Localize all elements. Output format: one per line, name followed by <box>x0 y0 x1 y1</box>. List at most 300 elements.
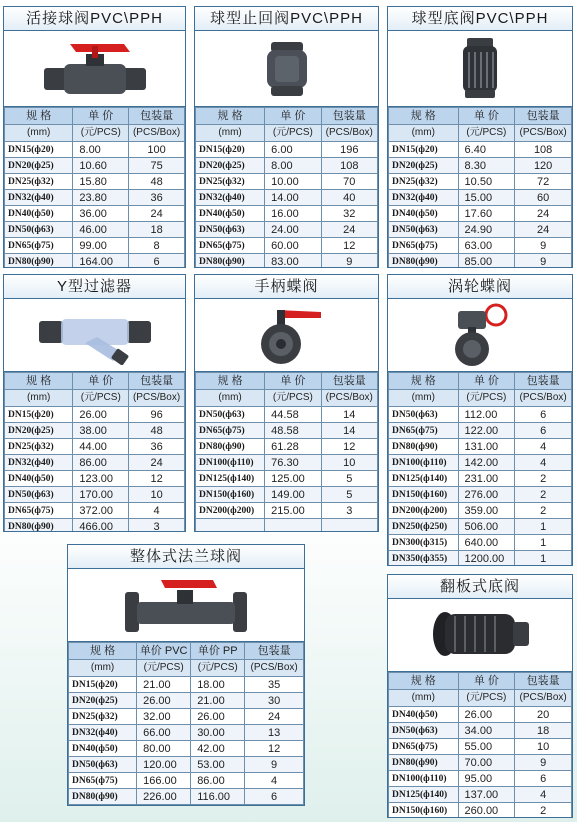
spec-cell: DN40(ф50) <box>389 206 459 222</box>
column-header: (mm) <box>389 390 459 407</box>
column-header: 包装量 <box>515 108 572 125</box>
pack-qty-cell: 4 <box>515 455 572 471</box>
spec-cell: DN20(ф25) <box>389 158 459 174</box>
product-photo <box>388 599 572 672</box>
column-header: 单 价 <box>458 108 515 125</box>
spec-cell: DN40(ф50) <box>5 206 73 222</box>
table-row <box>389 803 572 819</box>
section-title: 活接球阀PVC\PPH <box>4 7 185 31</box>
pack-qty-cell <box>321 519 377 533</box>
spec-cell: DN300(ф315) <box>389 535 459 551</box>
price-table <box>388 372 572 566</box>
product-photo <box>195 299 378 372</box>
pack-qty-cell: 9 <box>245 757 304 773</box>
spec-cell: DN25(ф32) <box>5 174 73 190</box>
pack-qty-cell: 35 <box>245 677 304 693</box>
price-cell: 120.00 <box>137 757 191 773</box>
pack-qty-cell: 6 <box>515 423 572 439</box>
table-row <box>389 222 572 238</box>
price-cell <box>137 805 191 807</box>
price-cell: 359.00 <box>458 503 515 519</box>
section-ball-foot-valve <box>387 6 573 268</box>
column-header: (元/PCS) <box>458 125 515 142</box>
section-title: 翻板式底阀 <box>388 575 572 599</box>
column-header: 包装量 <box>515 373 572 390</box>
spec-cell: DN125(ф140) <box>196 471 265 487</box>
ball-check-valve-image <box>257 38 317 100</box>
table-row <box>196 503 378 519</box>
table-row <box>5 222 185 238</box>
section-title: 涡轮蝶阀 <box>388 275 572 299</box>
spec-cell: DN80(ф90) <box>5 254 73 269</box>
flap-foot-valve-image <box>425 604 535 666</box>
table-row <box>196 222 378 238</box>
product-photo <box>4 299 185 372</box>
column-header: 单 价 <box>458 673 515 690</box>
y-strainer-image <box>35 305 155 365</box>
table-row <box>389 787 572 803</box>
spec-cell <box>196 519 265 533</box>
spec-cell: DN100(ф110) <box>196 455 265 471</box>
spec-cell: DN50(ф63) <box>389 723 459 739</box>
spec-cell: DN25(ф32) <box>5 439 73 455</box>
spec-cell: DN80(ф90) <box>196 439 265 455</box>
price-cell: 80.00 <box>137 741 191 757</box>
column-header: (mm) <box>389 125 459 142</box>
spec-cell: DN20(ф25) <box>69 693 137 709</box>
section-handle-butterfly-valve <box>194 274 379 532</box>
pack-qty-cell: 32 <box>321 206 377 222</box>
pack-qty-cell: 24 <box>129 206 185 222</box>
spec-cell: DN65(ф75) <box>69 773 137 789</box>
price-cell: 21.00 <box>137 677 191 693</box>
spec-cell: DN50(ф63) <box>5 487 73 503</box>
pack-qty-cell: 1 <box>515 551 572 567</box>
unit-row <box>389 390 572 407</box>
price-cell: 137.00 <box>458 787 515 803</box>
table-row <box>196 190 378 206</box>
table-row <box>196 254 378 269</box>
pack-qty-cell: 36 <box>129 190 185 206</box>
price-cell: 112.00 <box>458 407 515 423</box>
table-row <box>69 725 304 741</box>
price-cell <box>191 805 245 807</box>
spec-cell: DN350(ф355) <box>389 551 459 567</box>
pack-qty-cell: 2 <box>515 803 572 819</box>
table-row <box>69 789 304 805</box>
price-cell: 30.00 <box>191 725 245 741</box>
section-title: 球型底阀PVC\PPH <box>388 7 572 31</box>
table-row <box>69 757 304 773</box>
table-row <box>389 755 572 771</box>
column-header: 规 格 <box>196 108 265 125</box>
column-header: (PCS/Box) <box>129 390 185 407</box>
spec-cell: DN15(ф20) <box>389 142 459 158</box>
price-cell: 6.40 <box>458 142 515 158</box>
price-cell: 372.00 <box>73 503 129 519</box>
pack-qty-cell: 5 <box>321 487 377 503</box>
pack-qty-cell: 48 <box>129 423 185 439</box>
pack-qty-cell: 12 <box>129 471 185 487</box>
column-header: (mm) <box>5 125 73 142</box>
column-header: 包装量 <box>515 673 572 690</box>
price-cell: 10.60 <box>73 158 129 174</box>
price-cell: 166.00 <box>137 773 191 789</box>
price-cell: 260.00 <box>458 803 515 819</box>
pack-qty-cell: 96 <box>129 407 185 423</box>
table-row <box>5 455 185 471</box>
pack-qty-cell: 4 <box>245 773 304 789</box>
price-table <box>195 372 378 532</box>
price-cell: 26.00 <box>137 693 191 709</box>
price-cell: 36.00 <box>73 206 129 222</box>
spec-cell: DN32(ф40) <box>69 725 137 741</box>
column-header: (mm) <box>196 125 265 142</box>
spec-cell: DN150(ф160) <box>389 803 459 819</box>
spec-cell: DN50(ф63) <box>389 407 459 423</box>
table-row <box>389 206 572 222</box>
table-row <box>196 407 378 423</box>
table-row <box>5 190 185 206</box>
price-cell <box>265 519 321 533</box>
price-cell: 34.00 <box>458 723 515 739</box>
price-cell: 44.00 <box>73 439 129 455</box>
spec-cell: DN25(ф32) <box>69 709 137 725</box>
column-header: 规 格 <box>5 108 73 125</box>
product-photo <box>68 569 304 642</box>
column-header: 规 格 <box>196 373 265 390</box>
worm-gear-butterfly-valve-image <box>440 303 520 367</box>
table-row <box>196 519 378 533</box>
price-cell: 123.00 <box>73 471 129 487</box>
section-ball-check-valve <box>194 6 379 268</box>
price-cell: 26.00 <box>191 709 245 725</box>
column-header: 单价 PP <box>191 643 245 660</box>
pack-qty-cell: 3 <box>321 503 377 519</box>
spec-cell: DN40(ф50) <box>389 707 459 723</box>
pack-qty-cell: 120 <box>515 158 572 174</box>
price-cell: 70.00 <box>458 755 515 771</box>
pack-qty-cell: 72 <box>515 174 572 190</box>
spec-cell: DN200(ф200) <box>389 503 459 519</box>
table-row <box>5 206 185 222</box>
price-cell: 640.00 <box>458 535 515 551</box>
pack-qty-cell: 14 <box>321 423 377 439</box>
unit-row <box>5 390 185 407</box>
pack-qty-cell: 1 <box>515 535 572 551</box>
price-cell: 8.30 <box>458 158 515 174</box>
price-cell: 142.00 <box>458 455 515 471</box>
spec-cell: DN65(ф75) <box>389 423 459 439</box>
price-cell: 164.00 <box>73 254 129 269</box>
column-header: (PCS/Box) <box>515 390 572 407</box>
spec-cell: DN100(ф110) <box>389 455 459 471</box>
pack-qty-cell: 4 <box>129 503 185 519</box>
pack-qty-cell: 75 <box>129 158 185 174</box>
spec-cell: DN65(ф75) <box>196 238 265 254</box>
pack-qty-cell: 6 <box>515 407 572 423</box>
table-row <box>389 707 572 723</box>
table-row <box>196 158 378 174</box>
spec-cell: DN20(ф25) <box>5 158 73 174</box>
unit-row <box>5 125 185 142</box>
pack-qty-cell: 9 <box>515 238 572 254</box>
pack-qty-cell: 60 <box>515 190 572 206</box>
column-header: (mm) <box>389 690 459 707</box>
price-table <box>195 107 378 268</box>
section-true-union-ball-valve <box>3 6 186 268</box>
price-cell: 10.50 <box>458 174 515 190</box>
spec-cell: DN50(ф63) <box>196 407 265 423</box>
product-photo <box>388 31 572 107</box>
pack-qty-cell: 108 <box>321 158 377 174</box>
price-cell: 276.00 <box>458 487 515 503</box>
spec-cell: DN40(ф50) <box>196 206 265 222</box>
pack-qty-cell: 5 <box>321 471 377 487</box>
spec-cell: DN250(ф250) <box>389 519 459 535</box>
price-cell: 170.00 <box>73 487 129 503</box>
column-header: 单 价 <box>458 373 515 390</box>
unit-row <box>389 125 572 142</box>
table-row <box>5 439 185 455</box>
table-row <box>389 519 572 535</box>
table-row <box>389 158 572 174</box>
column-header: (元/PCS) <box>73 390 129 407</box>
header-row <box>5 373 185 390</box>
price-cell: 38.00 <box>73 423 129 439</box>
pack-qty-cell: 13 <box>245 725 304 741</box>
price-cell: 66.00 <box>137 725 191 741</box>
table-row <box>5 519 185 533</box>
pack-qty-cell: 70 <box>321 174 377 190</box>
pack-qty-cell: 12 <box>245 741 304 757</box>
table-row <box>196 238 378 254</box>
price-cell: 53.00 <box>191 757 245 773</box>
column-header: (mm) <box>5 390 73 407</box>
table-row <box>389 771 572 787</box>
price-cell: 85.00 <box>458 254 515 269</box>
spec-cell: DN65(ф75) <box>389 238 459 254</box>
section-title: 整体式法兰球阀 <box>68 545 304 569</box>
price-cell: 60.00 <box>265 238 321 254</box>
section-title: Y型过滤器 <box>4 275 185 299</box>
column-header: (PCS/Box) <box>321 125 377 142</box>
pack-qty-cell: 9 <box>515 254 572 269</box>
handle-butterfly-valve-image <box>247 304 327 366</box>
header-row <box>389 108 572 125</box>
section-title: 手柄蝶阀 <box>195 275 378 299</box>
price-cell: 1200.00 <box>458 551 515 567</box>
price-cell: 231.00 <box>458 471 515 487</box>
pack-qty-cell: 9 <box>515 755 572 771</box>
table-row <box>196 423 378 439</box>
table-row <box>389 535 572 551</box>
table-row <box>5 471 185 487</box>
column-header: 规 格 <box>5 373 73 390</box>
spec-cell: DN40(ф50) <box>69 741 137 757</box>
header-row <box>69 643 304 660</box>
section-title: 球型止回阀PVC\PPH <box>195 7 378 31</box>
pack-qty-cell: 20 <box>515 707 572 723</box>
spec-cell: DN15(ф20) <box>196 142 265 158</box>
spec-cell: DN200(ф200) <box>196 503 265 519</box>
price-cell: 44.58 <box>265 407 321 423</box>
pack-qty-cell: 24 <box>515 222 572 238</box>
spec-cell: DN100(ф110) <box>389 771 459 787</box>
column-header: (元/PCS) <box>265 390 321 407</box>
spec-cell: DN32(ф40) <box>5 455 73 471</box>
column-header: 单 价 <box>265 108 321 125</box>
pack-qty-cell: 196 <box>321 142 377 158</box>
pack-qty-cell: 4 <box>515 439 572 455</box>
table-row <box>389 142 572 158</box>
table-row <box>389 503 572 519</box>
price-cell: 125.00 <box>265 471 321 487</box>
price-cell: 48.58 <box>265 423 321 439</box>
price-cell: 506.00 <box>458 519 515 535</box>
table-row <box>389 739 572 755</box>
table-row <box>196 174 378 190</box>
column-header: 单 价 <box>73 373 129 390</box>
table-row <box>5 487 185 503</box>
table-row <box>5 503 185 519</box>
spec-cell: DN80(ф90) <box>389 439 459 455</box>
header-row <box>389 673 572 690</box>
pack-qty-cell: 2 <box>515 503 572 519</box>
spec-cell: DN32(ф40) <box>196 190 265 206</box>
table-row <box>69 773 304 789</box>
pack-qty-cell: 1 <box>515 519 572 535</box>
table-row <box>389 471 572 487</box>
pack-qty-cell: 2 <box>515 487 572 503</box>
column-header: (mm) <box>69 660 137 677</box>
spec-cell: DN150(ф160) <box>196 487 265 503</box>
spec-cell: DN15(ф20) <box>69 677 137 693</box>
price-cell: 215.00 <box>265 503 321 519</box>
price-cell: 15.80 <box>73 174 129 190</box>
column-header: (元/PCS) <box>73 125 129 142</box>
pack-qty-cell: 6 <box>245 789 304 805</box>
price-cell: 63.00 <box>458 238 515 254</box>
spec-cell: DN150(ф160) <box>389 487 459 503</box>
product-photo <box>195 31 378 107</box>
section-y-strainer <box>3 274 186 532</box>
column-header: (元/PCS) <box>137 660 191 677</box>
table-row <box>5 423 185 439</box>
pack-qty-cell: 9 <box>321 254 377 269</box>
price-cell: 226.00 <box>137 789 191 805</box>
spec-cell <box>69 805 137 807</box>
table-row <box>196 142 378 158</box>
column-header: 单价 PVC <box>137 643 191 660</box>
header-row <box>5 108 185 125</box>
table-row <box>389 254 572 269</box>
pack-qty-cell: 6 <box>129 254 185 269</box>
pack-qty-cell: 6 <box>515 771 572 787</box>
column-header: 规 格 <box>389 373 459 390</box>
table-row <box>69 709 304 725</box>
unit-row <box>389 690 572 707</box>
column-header: (PCS/Box) <box>321 390 377 407</box>
spec-cell: DN80(ф90) <box>5 519 73 533</box>
spec-cell: DN65(ф75) <box>5 503 73 519</box>
integral-flange-ball-valve-image <box>121 574 251 636</box>
pack-qty-cell: 40 <box>321 190 377 206</box>
price-cell: 23.80 <box>73 190 129 206</box>
pack-qty-cell <box>245 805 304 807</box>
column-header: 规 格 <box>389 108 459 125</box>
price-cell: 95.00 <box>458 771 515 787</box>
unit-row <box>196 390 378 407</box>
column-header: (PCS/Box) <box>515 125 572 142</box>
header-row <box>196 373 378 390</box>
pack-qty-cell: 3 <box>129 519 185 533</box>
spec-cell: DN65(ф75) <box>196 423 265 439</box>
price-cell: 24.90 <box>458 222 515 238</box>
column-header: (PCS/Box) <box>245 660 304 677</box>
price-cell: 26.00 <box>73 407 129 423</box>
column-header: 单 价 <box>265 373 321 390</box>
spec-cell: DN25(ф32) <box>389 174 459 190</box>
spec-cell: DN80(ф90) <box>196 254 265 269</box>
price-cell: 18.00 <box>191 677 245 693</box>
spec-cell: DN80(ф90) <box>389 755 459 771</box>
price-cell: 10.00 <box>265 174 321 190</box>
spec-cell: DN40(ф50) <box>5 471 73 487</box>
price-table <box>388 107 572 268</box>
pack-qty-cell: 12 <box>321 439 377 455</box>
section-integral-flange-ball-valve <box>67 544 305 806</box>
table-row <box>196 455 378 471</box>
table-row <box>69 741 304 757</box>
column-header: (PCS/Box) <box>515 690 572 707</box>
column-header: 规 格 <box>69 643 137 660</box>
true-union-ball-valve-image <box>40 38 150 100</box>
price-cell: 86.00 <box>191 773 245 789</box>
price-cell: 14.00 <box>265 190 321 206</box>
ball-foot-valve-image <box>455 36 505 102</box>
price-cell: 116.00 <box>191 789 245 805</box>
spec-cell: DN50(ф63) <box>389 222 459 238</box>
pack-qty-cell: 24 <box>129 455 185 471</box>
price-cell: 149.00 <box>265 487 321 503</box>
pack-qty-cell: 14 <box>321 407 377 423</box>
pack-qty-cell: 10 <box>515 739 572 755</box>
column-header: 规 格 <box>389 673 459 690</box>
pack-qty-cell: 18 <box>515 723 572 739</box>
price-cell: 86.00 <box>73 455 129 471</box>
table-row <box>389 487 572 503</box>
table-row <box>196 439 378 455</box>
price-table <box>4 107 185 268</box>
spec-cell: DN65(ф75) <box>389 739 459 755</box>
price-cell: 21.00 <box>191 693 245 709</box>
table-row <box>196 206 378 222</box>
pack-qty-cell: 108 <box>515 142 572 158</box>
column-header: (元/PCS) <box>265 125 321 142</box>
product-photo <box>388 299 572 372</box>
price-cell: 122.00 <box>458 423 515 439</box>
column-header: 包装量 <box>245 643 304 660</box>
table-row <box>389 439 572 455</box>
column-header: (mm) <box>196 390 265 407</box>
price-cell: 6.00 <box>265 142 321 158</box>
column-header: 包装量 <box>129 373 185 390</box>
spec-cell: DN15(ф20) <box>5 142 73 158</box>
price-cell: 26.00 <box>458 707 515 723</box>
table-row <box>5 407 185 423</box>
pack-qty-cell: 48 <box>129 174 185 190</box>
